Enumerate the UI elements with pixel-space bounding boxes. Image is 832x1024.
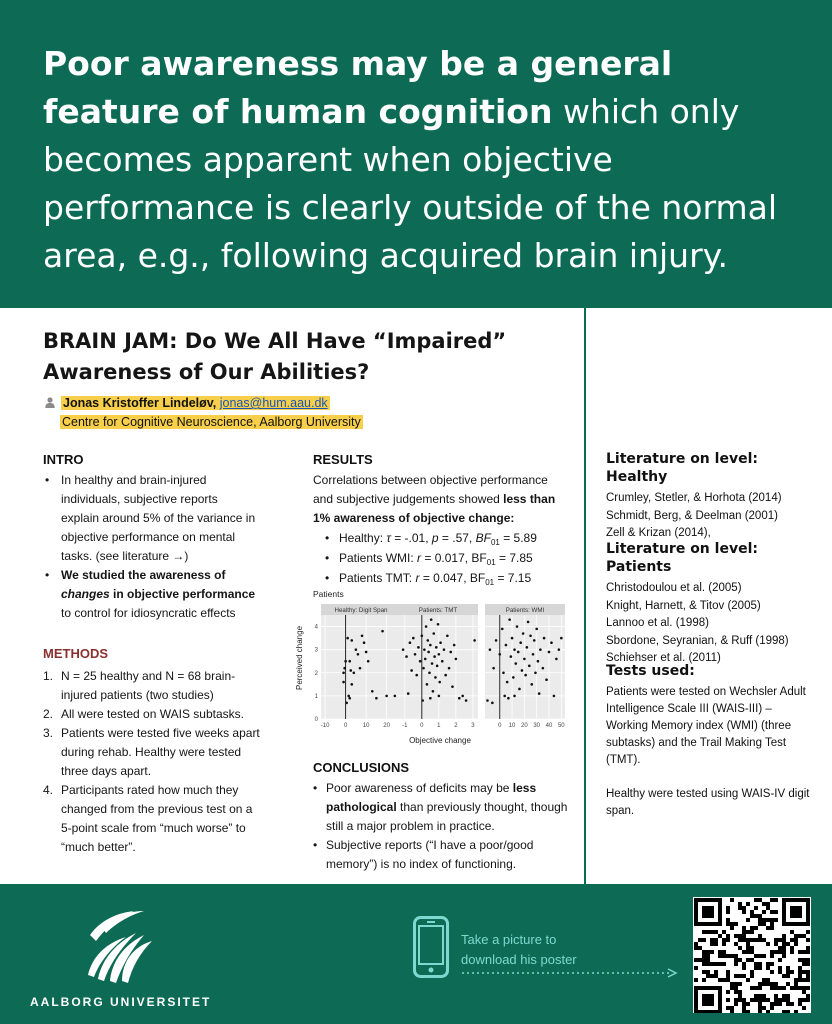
lit-healthy-heading: Literature on level: Healthy [606,451,758,485]
data-point [433,655,436,658]
data-point [533,639,536,642]
cta-line-1: Take a picture to [461,932,557,947]
data-point [473,639,476,642]
methods-item-4: Participants rated how much they changed from the previous test on a 5-point scale from “much worse” to “much better”. [61,783,253,854]
column-divider [584,308,586,884]
data-point [365,651,368,654]
data-point [438,653,441,656]
bf-value: = 5.89 [499,531,537,545]
data-point [441,660,444,663]
data-point [425,625,428,628]
data-point [502,671,505,674]
panel-strip-label: Patients: TMT [418,607,458,614]
data-point [423,648,426,651]
dotted-arrow-icon [462,968,678,978]
headline-bold: Poor awareness may be a general feature of human cognition [43,44,673,131]
x-tick-label: 40 [545,723,553,729]
data-point [414,653,417,656]
x-axis-label: Objective change [409,736,471,745]
intro-heading: INTRO [43,452,84,467]
data-point [543,637,546,640]
x-tick-label: 20 [521,723,528,729]
y-tick-label: 4 [314,624,318,631]
intro-item-2-italic: changes [61,587,110,601]
intro-item-1: In healthy and brain-injured individuals, subjective reports explain around 5% of the variance in objective performance on mental tasks. (see literature →) [61,473,256,563]
conclusions-list [313,779,568,874]
bf-subscript: 01 [486,558,496,567]
data-point [417,646,420,649]
data-point [527,621,530,624]
x-tick-label: 3 [471,723,475,729]
data-point [448,667,451,670]
intro-item-2-bold: We studied the awareness of [61,568,226,582]
lit-healthy-section [606,450,816,543]
data-point [453,644,456,647]
bf-label: BF [475,531,491,545]
data-point [432,690,435,693]
list-item [313,836,568,874]
author-row [45,394,330,413]
data-point [495,639,498,642]
reference-item: Zell & Krizan (2014), [606,527,711,539]
lit-patients-section [606,540,816,668]
data-point [361,635,364,638]
reference-item: Schiehser et al. (2011) [606,652,721,664]
data-point [342,681,345,684]
item-number: 1. [43,669,54,683]
panel-strip-label: Patients: WMI [505,607,545,614]
lit-patients-list [606,580,816,668]
data-point [435,646,438,649]
x-tick-label: -10 [320,723,330,729]
data-point [367,660,370,663]
data-point [415,674,418,677]
data-point [513,695,516,698]
data-point [446,635,449,638]
data-point [455,658,458,661]
scatter-chart [293,588,573,748]
stat-label: Healthy: [339,531,387,545]
data-point [422,667,425,670]
data-point [555,658,558,661]
data-point [518,688,521,691]
list-item [313,779,568,836]
data-point [534,671,537,674]
methods-item-2: All were tested on WAIS subtasks. [61,707,244,721]
x-tick-label: 0 [343,723,348,729]
data-point [405,655,408,658]
data-point [491,702,494,705]
tests-text-2: Healthy were tested using WAIS-IV digit span. [606,788,810,817]
x-tick-label: 50 [557,723,565,729]
stat-label: Patients WMI: [339,551,418,565]
data-point [548,651,551,654]
panel-strip-label: Healthy: Digit Span [334,607,388,614]
x-tick-label: 0 [420,723,424,729]
data-point [535,628,538,631]
stat-label: Patients TMT: [339,571,416,585]
data-point [421,699,424,702]
poster-title: BRAIN JAM: Do We All Have “Impaired” Awareness of Our Abilities? [43,329,507,384]
data-point [458,697,461,700]
data-point [437,623,440,626]
y-tick-label: 2 [314,670,318,677]
lit-patients-heading: Literature on level: Patients [606,541,758,575]
reference-item: Crumley, Stetler, & Horhota (2014) [606,492,782,504]
data-point [350,639,353,642]
concl-1-bold: less pathological [326,781,537,814]
data-point [539,648,542,651]
data-point [553,695,556,698]
data-point [501,628,504,631]
tests-heading: Tests used: [606,663,695,679]
data-point [357,653,360,656]
p-value: = .57, [438,531,476,545]
data-point [537,660,540,663]
data-point [428,671,431,674]
author-highlight [61,396,330,410]
bf-subscript: 01 [485,578,495,587]
data-point [508,618,511,621]
data-point [421,635,424,638]
data-point [385,695,388,698]
bf-value: = 7.85 [495,551,533,565]
data-point [363,641,366,644]
data-point [344,660,347,663]
x-tick-label: -1 [402,723,408,729]
data-point [409,641,412,644]
data-point [394,695,397,698]
list-item [43,471,258,566]
results-intro [313,471,568,528]
list-item [43,705,263,724]
data-point [545,678,548,681]
headline [43,40,803,280]
data-point [512,676,515,679]
data-point [355,648,358,651]
concl-1-plain: Poor awareness of deficits may be [326,781,513,795]
list-item [43,781,263,857]
qr-code-icon[interactable] [693,897,811,1013]
data-point [538,692,541,695]
data-point [560,637,563,640]
y-tick-label: 1 [314,693,318,700]
data-point [550,641,553,644]
data-point [528,665,531,668]
y-tick-label: 0 [314,717,318,723]
data-point [348,697,351,700]
data-point [523,658,526,661]
reference-item: Schmidt, Berg, & Deelman (2001) [606,509,778,522]
stat-symbol: r [415,571,420,585]
panel-background [398,615,478,719]
headline-rest: which only becomes apparent when objective performance is clearly outside of the normal area, e.g., following acquired brain injury. [43,92,777,275]
person-icon [45,397,55,408]
data-point [419,660,422,663]
cta-line-2: download his poster [461,952,577,967]
data-point [434,676,437,679]
data-point [449,651,452,654]
data-point [345,702,348,705]
intro-list [43,471,258,623]
y-axis-label: Perceived change [295,625,304,691]
data-point [431,662,434,665]
tests-text-1: Patients were tested on Wechsler Adult Intelligence Scale III (WAIS-III) – Working Memory index (WMI) (three subtasks) and the Trail Making Test (TMT). [606,686,806,766]
methods-item-3: Patients were tested five weeks apart during rehab. Healthy were tested three days apart. [61,726,260,778]
data-point [432,632,435,635]
data-point [514,662,517,665]
data-point [529,635,532,638]
x-tick-label: 10 [508,723,516,729]
data-point [342,671,345,674]
aau-wave-logo [82,905,158,983]
x-tick-label: 20 [383,723,390,729]
data-point [436,665,439,668]
methods-list [43,667,263,857]
list-item [43,566,258,623]
data-point [532,653,535,656]
reference-item: Lannoo et al. (1998) [606,617,709,629]
stat-wmi [313,548,573,568]
data-point [505,644,508,647]
bf-label: BF [471,551,487,565]
data-point [426,639,429,642]
list-item [43,724,263,781]
p-label: p [431,531,439,545]
reference-item: Knight, Harnett, & Titov (2005) [606,599,761,612]
data-point [410,669,413,672]
data-point [510,655,513,658]
data-point [438,695,441,698]
lit-healthy-list [606,490,816,543]
stat-value: = 0.017, [421,551,472,565]
reference-item: Christodoulou et al. (2005) [606,582,742,594]
data-point [427,651,430,654]
intro-item-2-bold-b: in objective performance [109,587,256,601]
data-point [498,653,501,656]
data-point [430,618,433,621]
data-point [443,648,446,651]
data-point [375,697,378,700]
intro-item-2-rest: to control for idiosyncratic effects [61,606,236,620]
affiliation-text: Centre for Cognitive Neuroscience, Aalborg University [62,415,361,429]
item-number: 3. [43,726,54,740]
data-point [343,667,346,670]
data-point [348,660,351,663]
x-tick-label: 30 [533,723,541,729]
results-stats-list [313,528,573,588]
results-intro-bold: less than 1% awareness of objective change: [313,492,556,525]
stat-tmt [313,568,573,588]
data-point [444,674,447,677]
conclusions-heading: CONCLUSIONS [313,760,410,775]
data-point [371,690,374,693]
stat-symbol: r [417,551,422,565]
x-tick-label: 1 [437,723,441,729]
stat-symbol: τ [386,531,391,545]
data-point [438,681,441,684]
data-point [451,685,454,688]
list-item [43,667,263,705]
smartphone-icon [413,916,449,978]
data-point [519,641,522,644]
data-point [526,646,529,649]
data-point [439,641,442,644]
data-point [407,692,410,695]
data-point [511,637,514,640]
data-point [461,695,464,698]
methods-item-1: N = 25 healthy and N = 68 brain-injured patients (two studies) [61,669,236,702]
data-point [426,683,429,686]
data-point [558,648,561,651]
data-point [353,671,356,674]
stat-healthy [313,528,573,548]
chart-title: Patients [313,589,344,599]
results-heading: RESULTS [313,452,373,467]
data-point [486,699,489,702]
tests-section [606,662,816,820]
data-point [517,651,520,654]
data-point [542,667,545,670]
concl-1-plain-b: than previously thought, though still a major problem in practice. [326,800,568,833]
data-point [503,695,506,698]
x-tick-label: 2 [454,723,458,729]
bf-value: = 7.15 [494,571,532,585]
data-point [530,683,533,686]
item-number: 4. [43,783,54,797]
university-name: AALBORG UNIVERSITET [30,995,212,1009]
data-point [465,699,468,702]
stat-value: = 0.047, [419,571,470,585]
data-point [359,667,362,670]
data-point [349,669,352,672]
data-point [412,637,415,640]
y-tick-label: 3 [314,647,318,654]
x-tick-label: 0 [498,723,502,729]
data-point [521,669,524,672]
panel-background [321,615,401,719]
data-point [507,697,510,700]
affiliation [60,413,363,432]
qr-call-to-action [461,930,577,970]
data-point [522,632,525,635]
item-number: 2. [43,707,54,721]
data-point [424,658,427,661]
methods-heading: METHODS [43,646,108,661]
data-point [402,648,405,651]
data-point [350,683,353,686]
data-point [429,644,432,647]
data-point [489,648,492,651]
data-point [513,648,516,651]
panel-background [485,615,565,719]
data-point [492,667,495,670]
concl-2: Subjective reports (“I have a poor/good memory”) is no index of functioning. [326,838,534,871]
data-point [347,695,350,698]
bf-label: BF [469,571,486,585]
reference-item: Sbordone, Seyranian, & Ruff (1998) [606,634,789,647]
data-point [346,637,349,640]
data-point [429,697,432,700]
results-intro-plain: Correlations between objective performance and subjective judgements showed [313,473,548,506]
data-point [381,630,384,633]
data-point [524,674,527,677]
author-name: Jonas Kristoffer Lindeløv, [63,396,220,410]
bf-subscript: 01 [490,538,500,547]
stat-value: = -.01, [390,531,432,545]
author-email-link[interactable]: jonas@hum.aau.dk [219,396,328,410]
x-tick-label: 10 [362,723,370,729]
data-point [506,681,509,684]
data-point [516,625,519,628]
